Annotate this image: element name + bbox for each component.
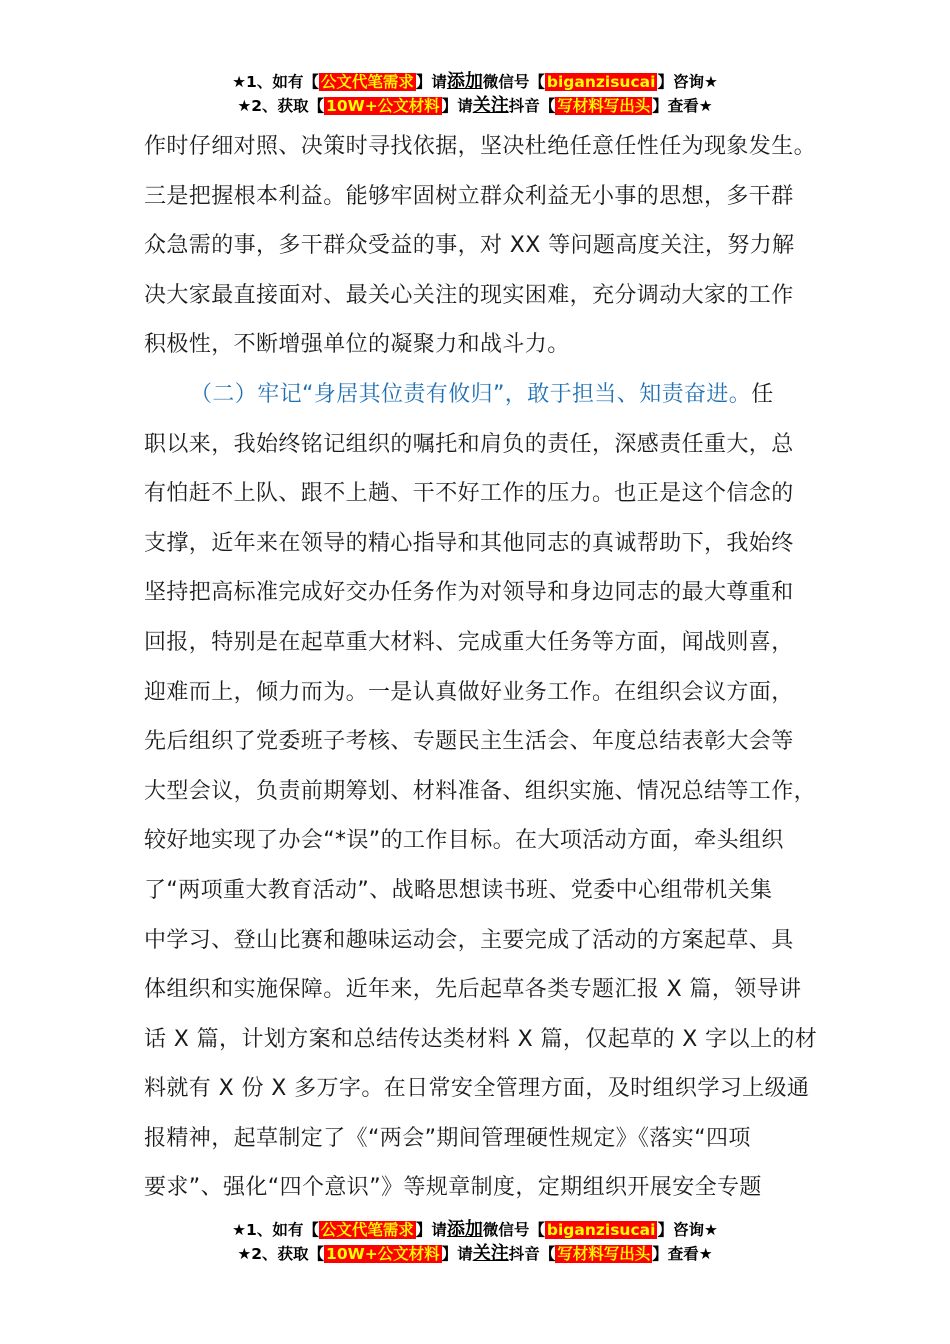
underlined-add: 添加 [446, 71, 483, 92]
banner-text: ★2、获取【 [237, 1245, 325, 1263]
section-heading-line [144, 370, 824, 420]
banner-text: 】请 [415, 1221, 447, 1239]
paragraph-line: 先后组织了党委班子考核、专题民主生活会、年度总结表彰大会等 [144, 729, 794, 755]
banner-line-1 [0, 70, 950, 94]
banner-text: 】咨询★ [657, 73, 718, 91]
paragraph-line: 回报，特别是在起草重大材料、完成重大任务等方面，闻战则喜， [144, 629, 794, 655]
paragraph-line: 料就有 X 份 X 多万字。在日常安全管理方面，及时组织学习上级通 [144, 1076, 810, 1102]
highlight-materials: 10W+公文材料 [326, 1245, 440, 1263]
paragraph-line: 积极性，不断增强单位的凝聚力和战斗力。 [144, 332, 570, 358]
banner-text: 微信号【 [482, 73, 545, 91]
paragraph-line: 报精神，起草制定了《“两会”期间管理硬性规定》《落实“四项 [144, 1125, 751, 1151]
banner-text: ★1、如有【 [232, 73, 319, 91]
paragraph-line: 较好地实现了办会“*误”的工作目标。在大项活动方面，牵头组织 [144, 828, 784, 854]
paragraph-line: 话 X 篇，计划方案和总结传达类材料 X 篇，仅起草的 X 字以上的材 [144, 1026, 818, 1052]
banner-line-1 [0, 1218, 950, 1242]
banner-text: 微信号【 [482, 1221, 545, 1239]
paragraph-text: 任 [751, 381, 774, 407]
highlight-douyin-account: 写材料写出头 [557, 1245, 651, 1263]
paragraph-line: 大型会议，负责前期筹划、材料准备、组织实施、情况总结等工作， [144, 778, 817, 804]
paragraph-line: 决大家最直接面对、最关心关注的现实困难，充分调动大家的工作 [144, 282, 794, 308]
paragraph-line: 职以来，我始终铭记组织的嘱托和肩负的责任，深感责任重大，总 [144, 431, 794, 457]
banner-text: ★2、获取【 [237, 97, 325, 115]
highlight-materials: 10W+公文材料 [326, 97, 440, 115]
highlight-writing-service: 公文代笔需求 [320, 1221, 414, 1239]
document-body [144, 122, 824, 1213]
banner-text: 】请 [441, 97, 473, 115]
paragraph-line: 有怕赶不上队、跟不上趟、干不好工作的压力。也正是这个信念的 [144, 481, 794, 507]
paragraph-line: 中学习、登山比赛和趣味运动会，主要完成了活动的方案起草、具 [144, 927, 794, 953]
banner-text: 】查看★ [652, 97, 713, 115]
highlight-writing-service: 公文代笔需求 [320, 73, 414, 91]
paragraph-line: 了“两项重大教育活动”、战略思想读书班、党委中心组带机关集 [144, 877, 773, 903]
banner-text: 】请 [441, 1245, 473, 1263]
highlight-wechat-id: biganzisucai [546, 73, 656, 91]
paragraph-line: 作时仔细对照、决策时寻找依据，坚决杜绝任意任性任为现象发生。 [144, 134, 817, 159]
paragraph-line: 要求”、强化“四个意识”》等规章制度，定期组织开展安全专题 [144, 1175, 762, 1201]
banner-text: 】查看★ [652, 1245, 713, 1263]
banner-text: 】咨询★ [657, 1221, 718, 1239]
paragraph-line: 众急需的事，多干群众受益的事，对 XX 等问题高度关注，努力解 [144, 233, 795, 259]
banner-line-2 [0, 1242, 950, 1266]
underlined-add: 添加 [446, 1219, 483, 1240]
banner-text: 】请 [415, 73, 447, 91]
paragraph-line: 坚持把高标准完成好交办任务作为对领导和身边同志的最大尊重和 [144, 580, 794, 606]
highlight-wechat-id: biganzisucai [546, 1221, 656, 1239]
paragraph-line: 迎难而上，倾力而为。一是认真做好业务工作。在组织会议方面， [144, 679, 794, 705]
banner-text: ★1、如有【 [232, 1221, 319, 1239]
banner-text: 抖音【 [508, 97, 556, 115]
underlined-follow: 关注 [472, 95, 509, 116]
underlined-follow: 关注 [472, 1243, 509, 1264]
paragraph-line: 三是把握根本利益。能够牢固树立群众利益无小事的思想，多干群 [144, 183, 794, 209]
paragraph-line: 支撑，近年来在领导的精心指导和其他同志的真诚帮助下，我始终 [144, 530, 794, 556]
highlight-douyin-account: 写材料写出头 [557, 97, 651, 115]
banner-line-2 [0, 94, 950, 118]
paragraph-line: 体组织和实施保障。近年来，先后起草各类专题汇报 X 篇，领导讲 [144, 977, 802, 1003]
top-banner [0, 70, 950, 118]
banner-text: 抖音【 [508, 1245, 556, 1263]
bottom-banner [0, 1218, 950, 1266]
section-heading: （二）牢记“身居其位责有攸归”，敢于担当、知责奋进。 [190, 381, 752, 407]
